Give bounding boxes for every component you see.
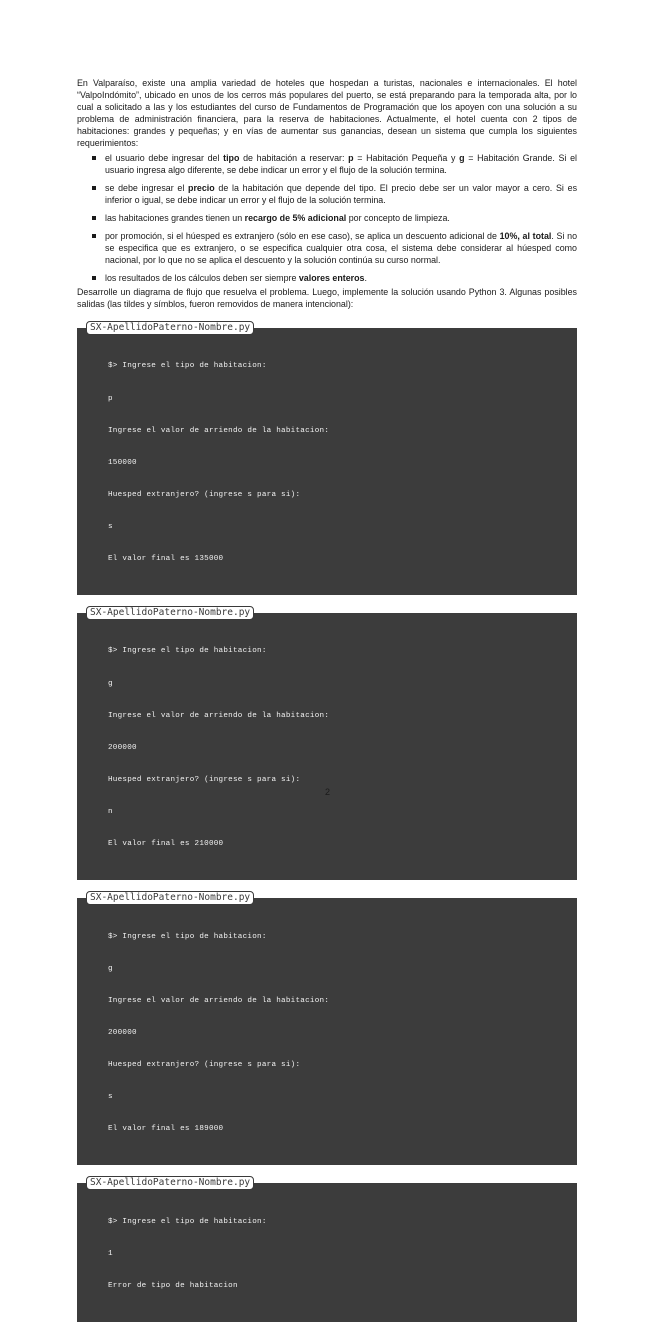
intro-paragraph: En Valparaíso, existe una amplia variedad de hoteles que hospedan a turistas, nacionales e internacionales. El hotel “ValpoIndómito”, ubicado en unos de los cerros más populares del puerto, se está preparando para la temporada alta, por lo cual a solicitado a las y los estudiantes del curso de Fundamentos de Programación que los apoyen con una solución a su problema de administración financiera, para la reserva de habitaciones. Actualmente, el hotel cuenta con 2 tipos de habitaciones: grandes y pequeñas; y en vías de aumentar sus ganancias, desean un sistema que cumpla los siguientes requerimientos:: [77, 78, 577, 148]
terminal-line: Huesped extranjero? (ingrese s para si):: [108, 1060, 301, 1069]
page-number: 2: [324, 787, 330, 797]
requirement-item: por promoción, si el húesped es extranjero (sólo en ese caso), se aplica un descuento adicional de 10%, al total. Si no se especifica que es extranjero, o se especifica cualquier otra cosa, el sistema debe considerar al húesped como nacional, por lo que no se aplica el descuento y la solución continúa su curso normal.: [105, 231, 578, 265]
terminal-line: s: [108, 1093, 113, 1101]
terminal-example-2: [77, 602, 577, 880]
terminal-example-4: [77, 1172, 577, 1322]
terminal-line: Error de tipo de habitacion: [108, 1281, 238, 1290]
terminal-line: Ingrese el valor de arriendo de la habitacion:: [108, 996, 330, 1005]
terminal-line: Ingrese el valor de arriendo de la habitacion:: [108, 711, 330, 720]
terminal-line: Huesped extranjero? (ingrese s para si):: [108, 490, 301, 499]
terminal-line: El valor final es 210000: [108, 840, 224, 849]
terminal-line: Huesped extranjero? (ingrese s para si):: [108, 775, 301, 784]
terminal-line: $> Ingrese el tipo de habitacion:: [108, 647, 267, 656]
terminal-line: Ingrese el valor de arriendo de la habitacion:: [108, 426, 330, 435]
terminal-line: El valor final es 189000: [108, 1125, 224, 1134]
terminal-line: g: [108, 964, 113, 973]
terminal-output: [77, 328, 577, 595]
terminal-output: [77, 898, 577, 1165]
terminal-line: 150000: [108, 458, 137, 467]
terminal-line: g: [108, 679, 113, 688]
terminal-line: n: [108, 807, 113, 816]
terminal-line: 200000: [108, 743, 137, 752]
requirement-item: el usuario debe ingresar del tipo de habitación a reservar: p = Habitación Pequeña y g = Habitación Grande. Si el usuario ingresa algo diferente, se debe indicar un error y el flujo de la solución termina.: [105, 153, 577, 175]
requirements-list: [77, 152, 577, 284]
requirement-item: se debe ingresar el precio de la habitación que depende del tipo. El precio debe ser un valor mayor a cero. Si es inferior o igual, se debe indicar un error y el flujo de la solución termina.: [105, 183, 578, 205]
terminal-example-1: [77, 317, 577, 595]
terminal-title: SX-ApellidoPaterno-Nombre.py: [86, 321, 254, 335]
terminal-output: [77, 613, 577, 880]
terminal-title: SX-ApellidoPaterno-Nombre.py: [86, 1176, 254, 1190]
terminal-line: $> Ingrese el tipo de habitacion:: [108, 932, 267, 941]
terminal-line: s: [108, 522, 113, 531]
closing-paragraph: Desarrolle un diagrama de flujo que resuelva el problema. Luego, implemente la solución usando Python 3. Algunas posibles salidas (las tildes y símblos, fueron removidos de manera intencional):: [77, 287, 577, 309]
document-page: [77, 77, 577, 1322]
terminal-example-3: [77, 887, 577, 1165]
terminal-line: $> Ingrese el tipo de habitacion:: [108, 1217, 267, 1226]
terminal-title: SX-ApellidoPaterno-Nombre.py: [86, 891, 254, 905]
terminal-line: 200000: [108, 1028, 137, 1037]
terminal-title: SX-ApellidoPaterno-Nombre.py: [86, 606, 254, 620]
requirement-item: las habitaciones grandes tienen un recargo de 5% adicional por concepto de limpieza.: [105, 212, 577, 224]
terminal-line: $> Ingrese el tipo de habitacion:: [108, 362, 267, 371]
terminal-output: [77, 1183, 577, 1322]
requirement-item: los resultados de los cálculos deben ser siempre valores enteros.: [105, 272, 577, 284]
terminal-line: El valor final es 135000: [108, 554, 224, 563]
terminal-line: p: [108, 394, 113, 403]
terminal-line: 1: [108, 1249, 113, 1258]
